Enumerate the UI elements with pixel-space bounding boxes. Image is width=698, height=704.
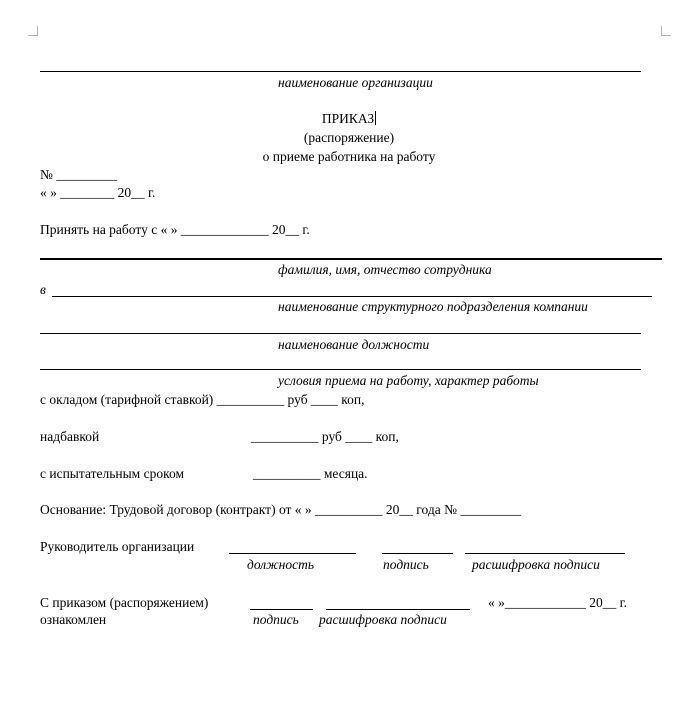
conditions-caption: условия приема на работу, характер работы xyxy=(278,373,539,388)
crop-mark-top-right-icon xyxy=(661,26,671,36)
hire-date-line: Принять на работу с « » _____________ 20__ г. xyxy=(40,222,310,237)
org-name-caption: наименование организации xyxy=(278,75,433,90)
head-signature-line xyxy=(382,553,453,554)
head-label: Руководитель организации xyxy=(40,539,195,554)
department-line xyxy=(52,296,652,297)
bonus-label: надбавкой xyxy=(40,429,100,444)
ack-decode-caption: расшифровка подписи xyxy=(319,612,447,627)
ack-signature-caption: подпись xyxy=(253,612,299,627)
order-title xyxy=(0,111,698,127)
position-line xyxy=(40,333,641,334)
head-position-caption: должность xyxy=(247,557,315,572)
order-subtitle: (распоряжение) xyxy=(303,130,395,145)
order-subject: о приеме работника на работу xyxy=(262,149,436,164)
text-cursor xyxy=(375,111,376,125)
position-caption: наименование должности xyxy=(278,337,430,352)
department-prefix: в xyxy=(40,282,46,297)
ack-signature-line xyxy=(250,609,313,610)
ack-date: « »____________ 20__ г. xyxy=(488,595,628,610)
crop-mark-top-left-icon xyxy=(28,26,38,36)
order-number: № _________ xyxy=(40,167,118,182)
probation-value: __________ месяца. xyxy=(253,466,368,481)
ack-label-line2: ознакомлен xyxy=(40,612,107,627)
order-date: « » ________ 20__ г. xyxy=(40,185,156,200)
ack-label-line1: С приказом (распоряжением) xyxy=(40,595,209,610)
probation-label: с испытательным сроком xyxy=(40,466,184,481)
salary-line: с окладом (тарифной ставкой) __________ руб ____ коп, xyxy=(40,392,365,407)
basis-line: Основание: Трудовой договор (контракт) от « » __________ 20__ года № _________ xyxy=(40,502,522,517)
conditions-line xyxy=(40,369,641,370)
employee-name-caption: фамилия, имя, отчество сотрудника xyxy=(278,262,492,277)
org-name-line xyxy=(40,71,641,72)
bonus-value: __________ руб ____ коп, xyxy=(251,429,399,444)
ack-decode-line xyxy=(326,609,470,610)
department-caption: наименование структурного подразделения компании xyxy=(278,299,588,314)
head-decode-line xyxy=(465,553,625,554)
head-decode-caption: расшифровка подписи xyxy=(472,557,600,572)
head-signature-caption: подпись xyxy=(383,557,429,572)
order-title-text: ПРИКАЗ xyxy=(321,111,375,126)
employee-name-line xyxy=(40,258,662,260)
head-position-line xyxy=(229,553,356,554)
